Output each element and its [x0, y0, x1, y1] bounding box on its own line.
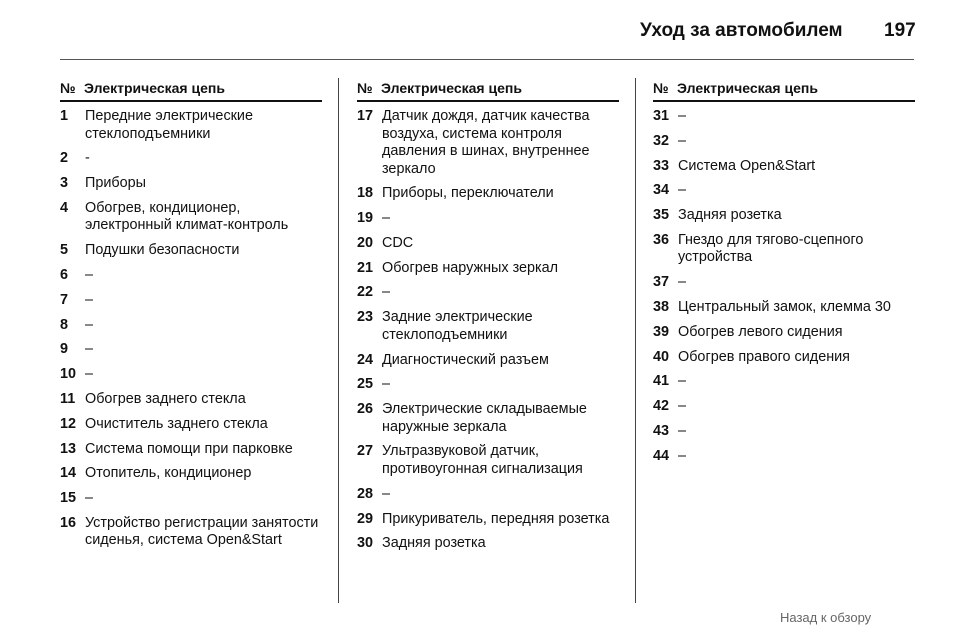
fuse-row: [653, 274, 915, 292]
fuse-row: [60, 416, 322, 434]
fuse-circuit: –: [85, 266, 94, 283]
fuse-row: [60, 108, 322, 143]
fuse-number: 18: [357, 185, 374, 202]
fuse-circuit: Подушки безопасности: [85, 242, 240, 259]
fuse-circuit: –: [678, 423, 687, 440]
fuse-number: 42: [653, 398, 670, 415]
fuse-row: [357, 108, 619, 178]
fuse-row: [357, 210, 619, 228]
fuse-number: 35: [653, 207, 670, 224]
fuse-circuit: Задняя розетка: [678, 207, 782, 224]
fuse-circuit: –: [678, 398, 687, 415]
fuse-row: [653, 232, 915, 267]
fuse-number: 1: [60, 108, 69, 124]
fuse-row: [60, 200, 322, 235]
column-header-label: Электрическая цепь: [381, 80, 522, 96]
fuse-row: [357, 401, 619, 436]
fuse-number: 27: [357, 443, 374, 460]
fuse-circuit: –: [678, 182, 687, 199]
fuse-row: [653, 349, 915, 367]
column-divider: [635, 78, 636, 603]
fuse-number: 20: [357, 234, 374, 251]
fuse-row: [357, 260, 619, 278]
fuse-row: [653, 108, 915, 126]
fuse-number: 19: [357, 210, 374, 227]
fuse-number: 8: [60, 316, 69, 333]
fuse-number: 5: [60, 242, 69, 259]
page-title: Уход за автомобилем: [640, 20, 843, 41]
column-header: [60, 80, 322, 102]
fuse-row: [653, 182, 915, 200]
fuse-number: 10: [60, 366, 77, 383]
fuse-circuit: Датчик дождя, датчик качества воздуха, система контроля давления в шинах, внутреннее зеркало: [382, 108, 590, 177]
fuse-list: [60, 108, 322, 550]
fuse-circuit: –: [85, 341, 94, 358]
fuse-row: [357, 511, 619, 529]
page-number: 197: [884, 20, 916, 41]
fuse-circuit: CDC: [382, 234, 414, 251]
fuse-number: 13: [60, 440, 77, 457]
fuse-list: [357, 108, 619, 553]
column-header-label: Электрическая цепь: [677, 80, 818, 96]
fuse-circuit: Обогрев, кондиционер, электронный климат-контроль: [85, 199, 289, 234]
fuse-circuit: –: [678, 274, 687, 291]
fuse-circuit: Обогрев наружных зеркал: [382, 259, 559, 276]
fuse-circuit: –: [382, 210, 391, 227]
fuse-number: 39: [653, 323, 670, 340]
fuse-number: 29: [357, 510, 374, 527]
fuse-circuit: Гнездо для тягово-сцепного устройства: [678, 231, 864, 266]
fuse-number: 16: [60, 514, 77, 531]
fuse-number: 22: [357, 284, 374, 301]
fuse-row: [60, 490, 322, 508]
fuse-row: [357, 352, 619, 370]
header-divider: [60, 59, 914, 60]
fuse-list: [653, 108, 915, 465]
column-header-label: Электрическая цепь: [84, 80, 225, 96]
fuse-row: [653, 423, 915, 441]
fuse-row: [60, 175, 322, 193]
fuse-circuit: –: [85, 490, 94, 507]
fuse-row: [653, 158, 915, 176]
fuse-row: [60, 267, 322, 285]
fuse-number: 7: [60, 291, 69, 308]
fuse-circuit: Приборы: [85, 175, 146, 192]
fuse-number: 21: [357, 259, 374, 276]
fuse-circuit: Обогрев левого сидения: [678, 323, 843, 340]
fuse-row: [60, 242, 322, 260]
column-header-number: №: [653, 80, 669, 96]
fuse-number: 43: [653, 423, 670, 440]
column-header-number: №: [357, 80, 373, 96]
fuse-circuit: Передние электрические стеклоподъемники: [85, 108, 253, 142]
fuse-circuit: Обогрев правого сидения: [678, 348, 850, 365]
fuse-number: 25: [357, 376, 374, 393]
fuse-row: [357, 376, 619, 394]
fuse-row: [60, 150, 322, 168]
fuse-number: 30: [357, 535, 374, 552]
fuse-row: [60, 465, 322, 483]
fuse-circuit: Система помощи при парковке: [85, 440, 293, 457]
fuse-row: [60, 292, 322, 310]
fuse-row: [653, 398, 915, 416]
fuse-circuit: Очиститель заднего стекла: [85, 415, 268, 432]
fuse-row: [357, 309, 619, 344]
fuse-number: 38: [653, 299, 670, 316]
fuse-row: [357, 235, 619, 253]
fuse-number: 41: [653, 373, 670, 390]
fuse-number: 12: [60, 415, 77, 432]
fuse-circuit: Обогрев заднего стекла: [85, 390, 246, 407]
fuse-column-2: [357, 80, 619, 560]
back-to-overview-link[interactable]: Назад к обзору: [780, 610, 872, 625]
fuse-number: 28: [357, 485, 374, 502]
fuse-column-1: [60, 80, 322, 557]
fuse-circuit: –: [85, 366, 94, 383]
fuse-number: 31: [653, 108, 670, 124]
fuse-number: 9: [60, 341, 69, 358]
fuse-number: 11: [60, 390, 76, 407]
fuse-number: 2: [60, 150, 69, 167]
fuse-column-3: [653, 80, 915, 473]
fuse-circuit: Ультразвуковой датчик, противоугонная сигнализация: [382, 443, 583, 477]
fuse-row: [60, 341, 322, 359]
fuse-circuit: –: [678, 108, 687, 124]
fuse-circuit: –: [85, 316, 94, 333]
fuse-circuit: -: [85, 150, 90, 167]
fuse-row: [653, 133, 915, 151]
fuse-number: 23: [357, 309, 374, 326]
fuse-number: 36: [653, 231, 670, 248]
fuse-row: [357, 443, 619, 478]
fuse-row: [653, 324, 915, 342]
fuse-row: [653, 299, 915, 317]
page-header: [0, 20, 954, 46]
fuse-number: 6: [60, 266, 69, 283]
fuse-number: 33: [653, 157, 670, 174]
fuse-number: 34: [653, 182, 670, 199]
fuse-number: 37: [653, 274, 670, 291]
fuse-circuit: Устройство регистрации занятости сиденья, система Open&Start: [85, 514, 319, 549]
fuse-number: 24: [357, 351, 374, 368]
fuse-circuit: Прикуриватель, передняя розетка: [382, 510, 610, 527]
fuse-circuit: Задние электрические стеклоподъемники: [382, 309, 533, 343]
fuse-row: [653, 207, 915, 225]
fuse-circuit: Задняя розетка: [382, 535, 486, 552]
fuse-number: 14: [60, 465, 77, 482]
fuse-circuit: –: [382, 485, 391, 502]
fuse-row: [60, 317, 322, 335]
fuse-circuit: Приборы, переключатели: [382, 185, 554, 202]
fuse-number: 40: [653, 348, 670, 365]
fuse-row: [653, 373, 915, 391]
fuse-row: [357, 284, 619, 302]
fuse-circuit: –: [678, 132, 687, 149]
fuse-circuit: –: [382, 376, 391, 393]
fuse-circuit: Диагностический разъем: [382, 351, 549, 368]
fuse-number: 26: [357, 401, 374, 418]
fuse-number: 3: [60, 175, 69, 192]
fuse-row: [60, 391, 322, 409]
fuse-circuit: –: [382, 284, 391, 301]
column-divider: [338, 78, 339, 603]
column-header-number: №: [60, 80, 76, 96]
fuse-circuit: Центральный замок, клемма 30: [678, 299, 891, 316]
column-header: [357, 80, 619, 102]
fuse-circuit: Отопитель, кондиционер: [85, 465, 252, 482]
fuse-number: 32: [653, 132, 670, 149]
fuse-row: [357, 486, 619, 504]
fuse-row: [60, 441, 322, 459]
fuse-number: 44: [653, 447, 670, 464]
fuse-circuit: Электрические складываемые наружные зеркала: [382, 401, 587, 435]
fuse-number: 15: [60, 490, 77, 507]
fuse-number: 4: [60, 199, 69, 216]
fuse-circuit: –: [678, 447, 687, 464]
fuse-row: [60, 366, 322, 384]
fuse-row: [357, 185, 619, 203]
fuse-circuit: –: [85, 291, 94, 308]
fuse-row: [60, 515, 322, 550]
fuse-circuit: –: [678, 373, 687, 390]
column-header: [653, 80, 915, 102]
fuse-circuit: Система Open&Start: [678, 157, 816, 174]
fuse-number: 17: [357, 108, 374, 124]
fuse-row: [357, 535, 619, 553]
fuse-row: [653, 448, 915, 466]
